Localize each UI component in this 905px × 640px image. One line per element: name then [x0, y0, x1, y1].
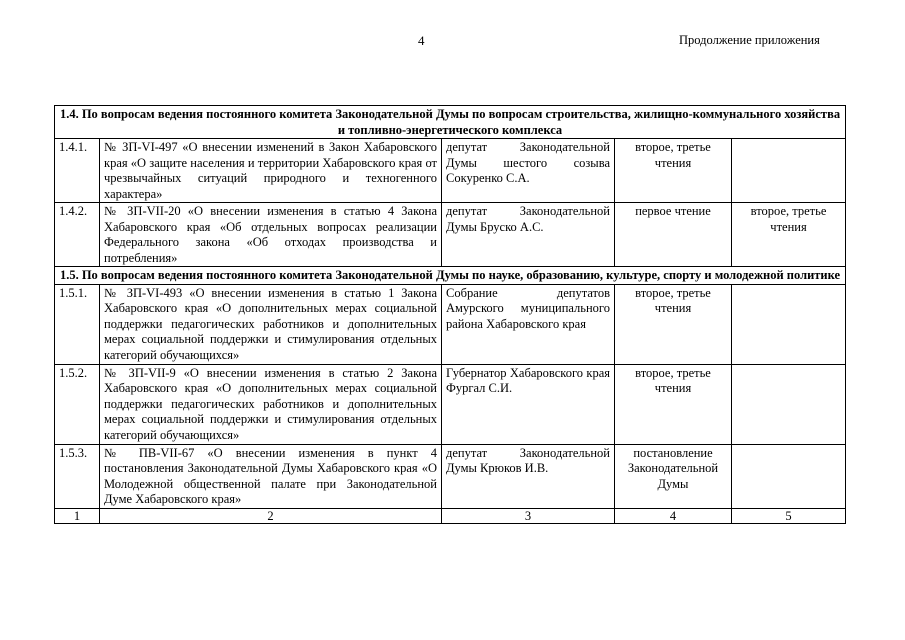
column-number: 4	[615, 508, 732, 523]
reading-stage-next	[732, 444, 846, 508]
bill-author: депутат Законодательной Думы Бруско А.С.	[442, 203, 615, 267]
bill-author: депутат Законодательной Думы шестого созыва Сокуренко С.А.	[442, 139, 615, 203]
table-row	[55, 364, 846, 444]
reading-stage: первое чтение	[615, 203, 732, 267]
reading-stage-next	[732, 139, 846, 203]
row-number: 1.5.2.	[55, 364, 100, 444]
row-number: 1.4.2.	[55, 203, 100, 267]
page-number: 4	[418, 33, 425, 48]
reading-stage-next: второе, третье чтения	[732, 203, 846, 267]
row-number: 1.5.1.	[55, 284, 100, 364]
bill-author: Губернатор Хабаровского края Фургал С.И.	[442, 364, 615, 444]
section-title: 1.4. По вопросам ведения постоянного комитета Законодательной Думы по вопросам строительства, жилищно-коммунального хозяйства и топливно-энергетического комплекса	[55, 106, 846, 139]
table-row	[55, 203, 846, 267]
table-row	[55, 444, 846, 508]
reading-stage: второе, третье чтения	[615, 364, 732, 444]
column-number-row	[55, 508, 846, 523]
column-number: 1	[55, 508, 100, 523]
column-number: 3	[442, 508, 615, 523]
reading-stage-next	[732, 284, 846, 364]
reading-stage-next	[732, 364, 846, 444]
table-row	[55, 139, 846, 203]
section-header	[55, 106, 846, 139]
column-number: 5	[732, 508, 846, 523]
row-number: 1.5.3.	[55, 444, 100, 508]
continuation-label: Продолжение приложения	[679, 33, 820, 47]
bill-author: Собрание депутатов Амурского муниципального района Хабаровского края	[442, 284, 615, 364]
bill-description: № ЗП-VII-20 «О внесении изменения в статью 4 Закона Хабаровского края «Об отдельных вопросах реализации Федерального закона «Об отходах производства и потребления»	[100, 203, 442, 267]
reading-stage: второе, третье чтения	[615, 284, 732, 364]
section-header	[55, 267, 846, 285]
bill-description: № ЗП-VI-493 «О внесении изменения в статью 1 Закона Хабаровского края «О дополнительных мерах социальной поддержки педагогических работников и дополнительных мерах социальной поддержки и стимулирования отдельных категорий обучающихся»	[100, 284, 442, 364]
column-number: 2	[100, 508, 442, 523]
bill-description: № ЗП-VI-497 «О внесении изменений в Закон Хабаровского края «О защите населения и территории Хабаровского края от чрезвычайных ситуаций природного и техногенного характера»	[100, 139, 442, 203]
bill-author: депутат Законодательной Думы Крюков И.В.	[442, 444, 615, 508]
agenda-table	[54, 105, 846, 524]
table-row	[55, 284, 846, 364]
bill-description: № ЗП-VII-9 «О внесении изменения в статью 2 Закона Хабаровского края «О дополнительных мерах социальной поддержки педагогических работников и дополнительных мерах социальной поддержки и стимулирования отдельных категорий обучающихся»	[100, 364, 442, 444]
reading-stage: постановление Законодательной Думы	[615, 444, 732, 508]
bill-description: № ПВ-VII-67 «О внесении изменения в пункт 4 постановления Законодательной Думы Хабаровского края «О Молодежной общественной палате при Законодательной Думе Хабаровского края»	[100, 444, 442, 508]
section-title: 1.5. По вопросам ведения постоянного комитета Законодательной Думы по науке, образованию, культуре, спорту и молодежной политике	[55, 267, 846, 285]
row-number: 1.4.1.	[55, 139, 100, 203]
reading-stage: второе, третье чтения	[615, 139, 732, 203]
